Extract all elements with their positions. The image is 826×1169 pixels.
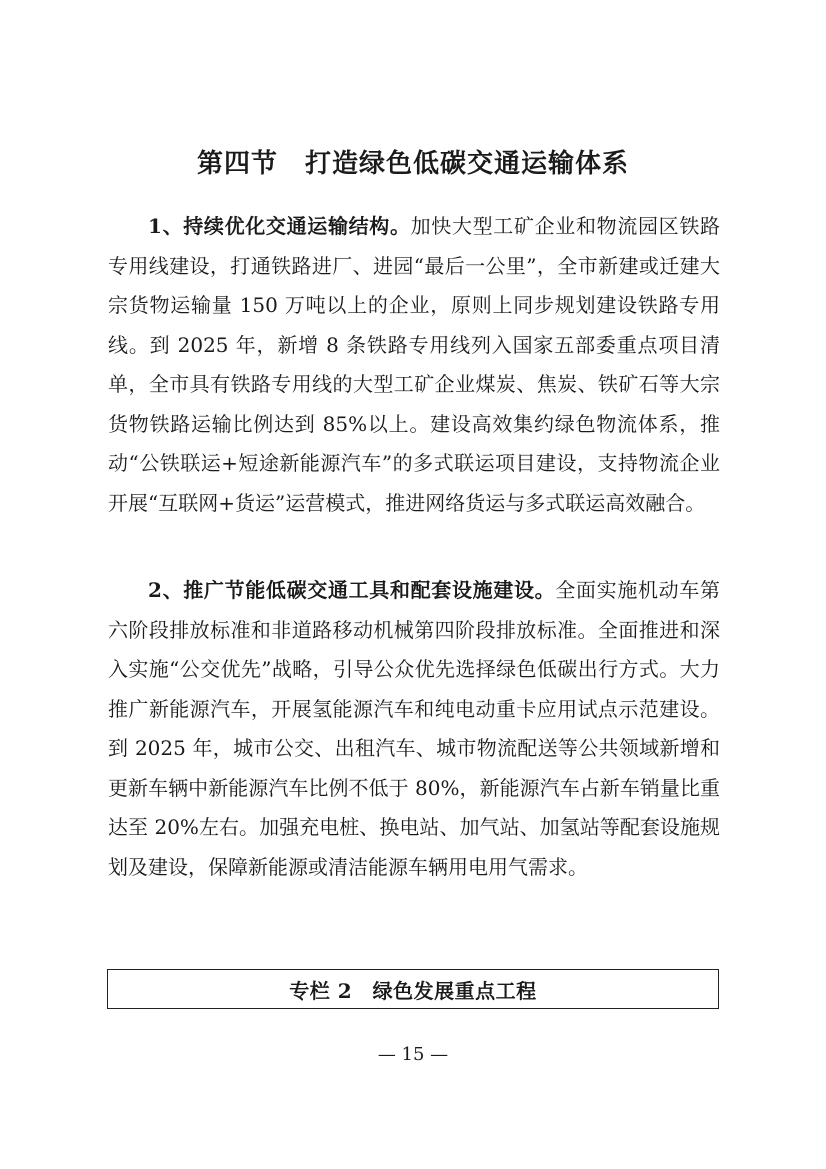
paragraph-low-carbon-vehicles	[108, 571, 720, 887]
paragraph-transport-structure	[108, 207, 720, 523]
paragraph-body: 全面实施机动车第六阶段排放标准和非道路移动机械第四阶段排放标准。全面推进和深入实施“公交优先”战略，引导公众优先选择绿色低碳出行方式。大力推广新能源汽车，开展氢能源汽车和纯电动重卡应用试点示范建设。到 2025 年，城市公交、出租汽车、城市物流配送等公共领域新增和更新车辆中新能源汽车比例不低于 80%，新能源汽车占新车销量比重达至 20%左右。加强充电桩、换电站、加气站、加氢站等配套设施规划及建设，保障新能源或清洁能源车辆用电用气需求。	[108, 578, 720, 879]
paragraph-lead: 2、推广节能低碳交通工具和配套设施建设。	[148, 578, 556, 602]
section-title: 第四节 打造绿色低碳交通运输体系	[196, 149, 629, 179]
column-box	[107, 969, 719, 1009]
column-title: 专栏 2 绿色发展重点工程	[289, 978, 537, 1003]
paragraph-body: 加快大型工矿企业和物流园区铁路专用线建设，打通铁路进厂、进园“最后一公里”，全市新建或迁建大宗货物运输量 150 万吨以上的企业，原则上同步规划建设铁路专用线。到 2025 年，新增 8 条铁路专用线列入国家五部委重点项目清单，全市具有铁路专用线的大型工矿企业煤炭、焦炭、铁矿石等大宗货物铁路运输比例达到 85%以上。建设高效集约绿色物流体系，推动“公铁联运+短途新能源汽车”的多式联运项目建设，支持物流企业开展“互联网+货运”运营模式，推进网络货运与多式联运高效融合。	[108, 214, 720, 515]
page-number: — 15 —	[377, 1044, 449, 1065]
paragraph-lead: 1、持续优化交通运输结构。	[148, 214, 411, 238]
